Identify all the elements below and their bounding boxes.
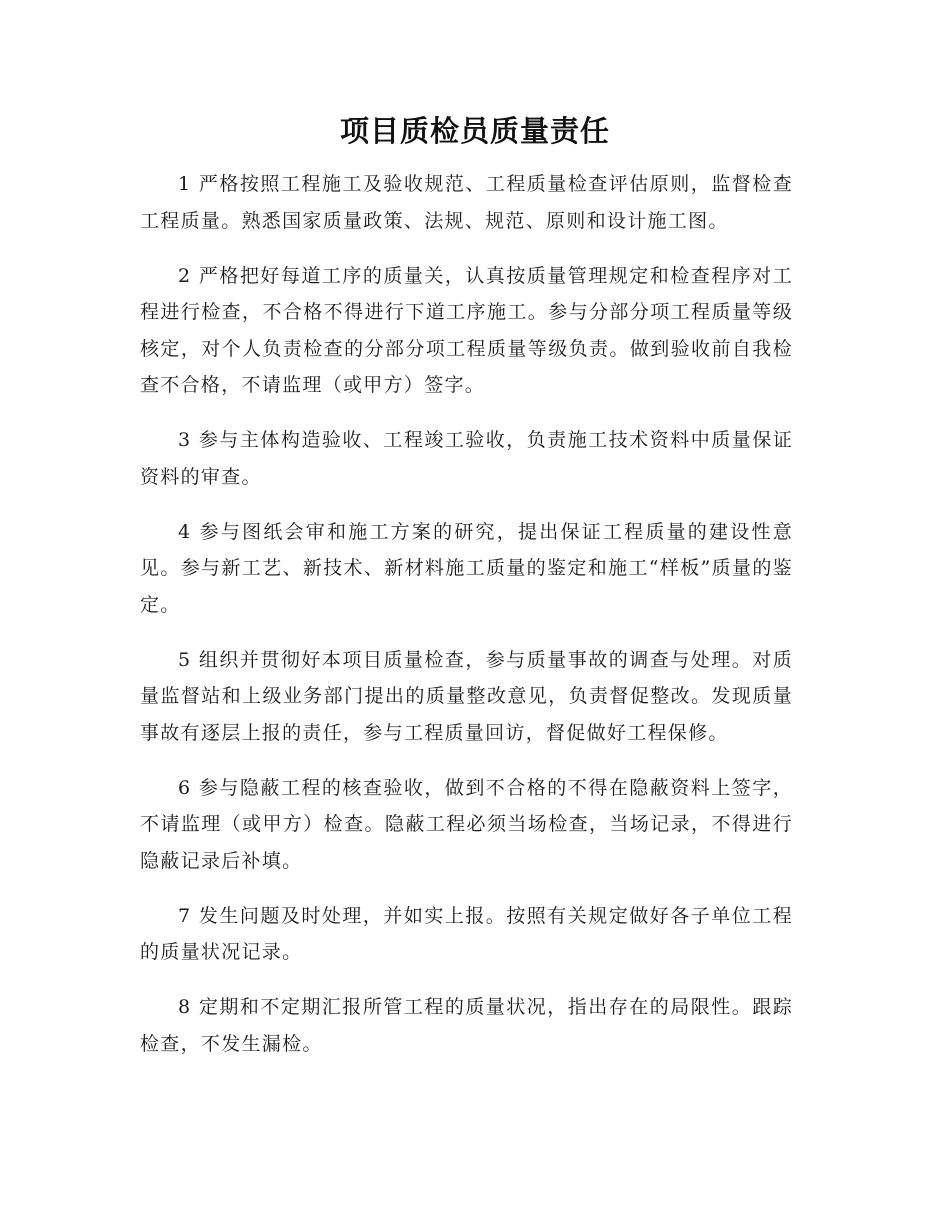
paragraph-8: 8 定期和不定期汇报所管工程的质量状况，指出存在的局限性。跟踪检查，不发生漏检。 (140, 996, 793, 1055)
paragraph-2: 2 严格把好每道工序的质量关，认真按质量管理规定和检查程序对工程进行检查，不合格不得进行下道工序施工。参与分部分项工程质量等级核定，对个人负责检查的分部分项工程质量等级负责。做到验收前自我检查不合格，不请监理（或甲方）签字。 (140, 264, 793, 396)
paragraph-5: 5 组织并贯彻好本项目质量检查，参与质量事故的调查与处理。对质量监督站和上级业务部门提出的质量整改意见，负责督促整改。发现质量事故有逐层上报的责任，参与工程质量回访，督促做好工程保修。 (140, 648, 793, 744)
document-title: 项目质检员质量责任 (339, 114, 610, 148)
document-body (140, 166, 793, 1062)
paragraph-4: 4 参与图纸会审和施工方案的研究，提出保证工程质量的建设性意见。参与新工艺、新技术、新材料施工质量的鉴定和施工“样板”质量的鉴定。 (140, 520, 793, 616)
paragraph-3: 3 参与主体构造验收、工程竣工验收，负责施工技术资料中质量保证资料的审查。 (140, 429, 793, 488)
paragraph-1: 1 严格按照工程施工及验收规范、工程质量检查评估原则，监督检查工程质量。熟悉国家质量政策、法规、规范、原则和设计施工图。 (140, 173, 793, 232)
paragraph-6: 6 参与隐蔽工程的核查验收，做到不合格的不得在隐蔽资料上签字，不请监理（或甲方）检查。隐蔽工程必须当场检查，当场记录，不得进行隐蔽记录后补填。 (140, 776, 793, 872)
paragraph-7: 7 发生问题及时处理，并如实上报。按照有关规定做好各子单位工程的质量状况记录。 (140, 904, 793, 963)
